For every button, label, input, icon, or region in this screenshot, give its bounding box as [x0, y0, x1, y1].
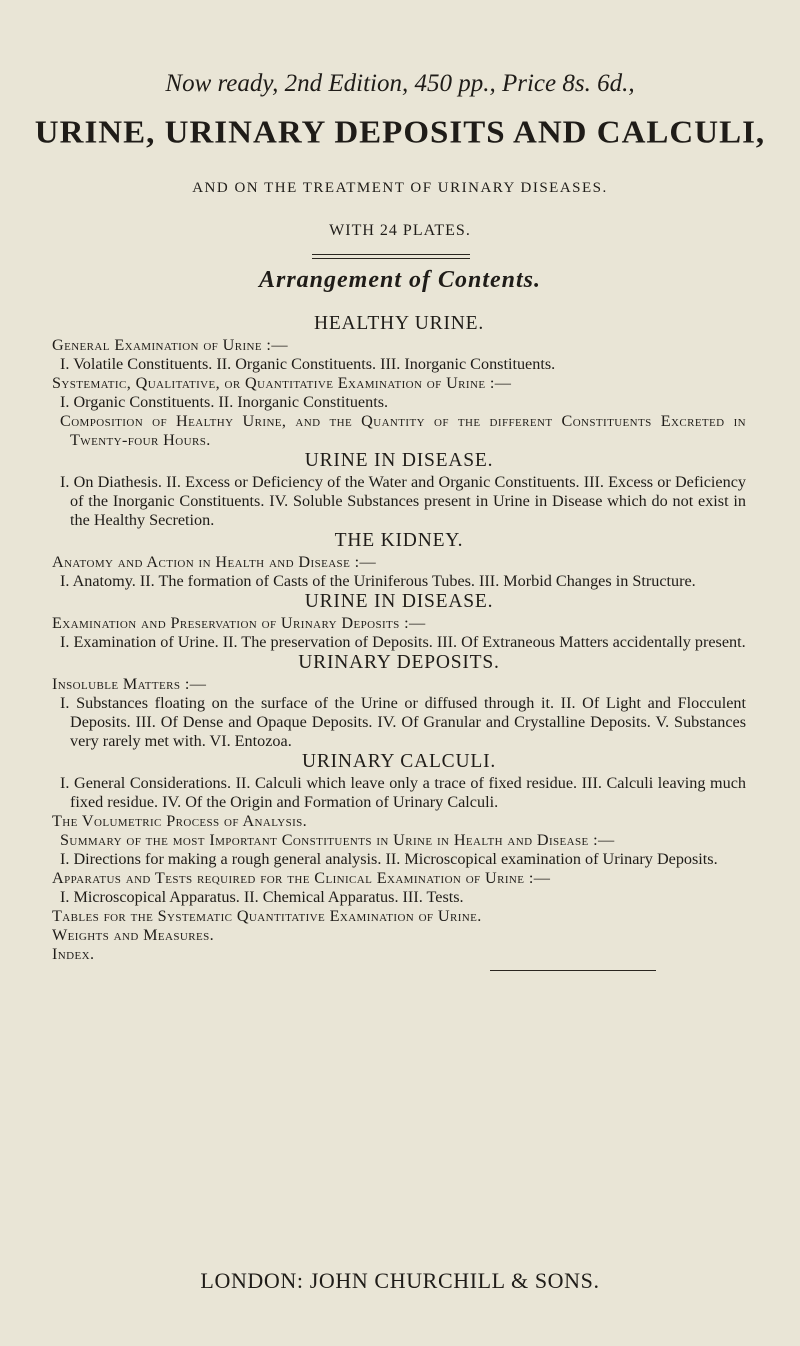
entry-heading: Systematic, Qualitative, or Quantitative Examination of Urine :—	[52, 374, 512, 392]
section-title: THE KIDNEY.	[334, 530, 464, 551]
contents-list	[52, 313, 746, 977]
entry-heading: The Volumetric Process of Analysis.	[52, 812, 308, 830]
closing-rule	[490, 970, 656, 971]
entry-items: I. Anatomy. II. The formation of Casts of the Uriniferous Tubes. III. Morbid Changes in Structure.	[60, 572, 696, 590]
entry-items: I. General Considerations. II. Calculi which leave only a trace of fixed residue. III. Calculi leaving much fixed residue. IV. Of the Origin and Formation of Urinary Calculi.	[60, 774, 746, 811]
entry-items: I. Examination of Urine. II. The preservation of Deposits. III. Of Extraneous Matters accidentally present.	[60, 633, 746, 651]
entry-heading: Summary of the most Important Constituents in Urine in Health and Disease :—	[60, 831, 615, 849]
entry-items: I. Directions for making a rough general analysis. II. Microscopical examination of Urinary Deposits.	[60, 850, 718, 868]
publisher-imprint: LONDON: JOHN CHURCHILL & SONS.	[200, 1268, 600, 1293]
book-title: URINE, URINARY DEPOSITS AND CALCULI,	[34, 115, 766, 151]
entry-heading: General Examination of Urine :—	[52, 336, 288, 354]
entry-heading: Examination and Preservation of Urinary Deposits :—	[52, 614, 426, 632]
entry-heading: Tables for the Systematic Quantitative Examination of Urine.	[52, 907, 482, 925]
section-title: URINARY DEPOSITS.	[298, 652, 500, 673]
section-title: URINARY CALCULI.	[301, 751, 497, 772]
entry-items: I. Microscopical Apparatus. II. Chemical Apparatus. III. Tests.	[60, 888, 464, 906]
entry-items: I. Organic Constituents. II. Inorganic Constituents.	[60, 393, 389, 411]
section-title: URINE IN DISEASE.	[304, 591, 494, 612]
entry-items: I. Substances floating on the surface of the Urine or diffused through it. II. Of Light and Flocculent Deposits. III. Of Dense and Opaque Deposits. IV. Of Granular and Crystalline Deposits. V. Substances very rarely met with. VI. Entozoa.	[60, 694, 746, 750]
entry-heading: Insoluble Matters :—	[52, 675, 207, 693]
edition-announcement: Now ready, 2nd Edition, 450 pp., Price 8s. 6d.,	[165, 70, 635, 97]
double-rule-divider	[312, 254, 470, 262]
book-subtitle: AND ON THE TREATMENT OF URINARY DISEASES.	[192, 180, 608, 196]
entry-items: I. On Diathesis. II. Excess or Deficiency of the Water and Organic Constituents. III. Excess or Deficiency of the Inorganic Constituents. IV. Soluble Substances present in Urine in Disease which do not exist in the Healthy Secretion.	[60, 473, 746, 529]
entry-heading: Composition of Healthy Urine, and the Quantity of the different Constituents Excreted in Twenty-four Hours.	[60, 412, 746, 449]
entry-heading: Weights and Measures.	[52, 926, 215, 944]
plates-note: WITH 24 PLATES.	[329, 222, 471, 239]
section-title: URINE IN DISEASE.	[304, 450, 494, 471]
entry-heading: Index.	[52, 945, 95, 963]
entry-heading: Anatomy and Action in Health and Disease :—	[52, 553, 377, 571]
entry-heading: Apparatus and Tests required for the Clinical Examination of Urine :—	[52, 869, 551, 887]
section-title: HEALTHY URINE.	[313, 313, 485, 334]
entry-items: I. Volatile Constituents. II. Organic Constituents. III. Inorganic Constituents.	[60, 355, 556, 373]
arrangement-heading: Arrangement of Contents.	[258, 267, 542, 293]
